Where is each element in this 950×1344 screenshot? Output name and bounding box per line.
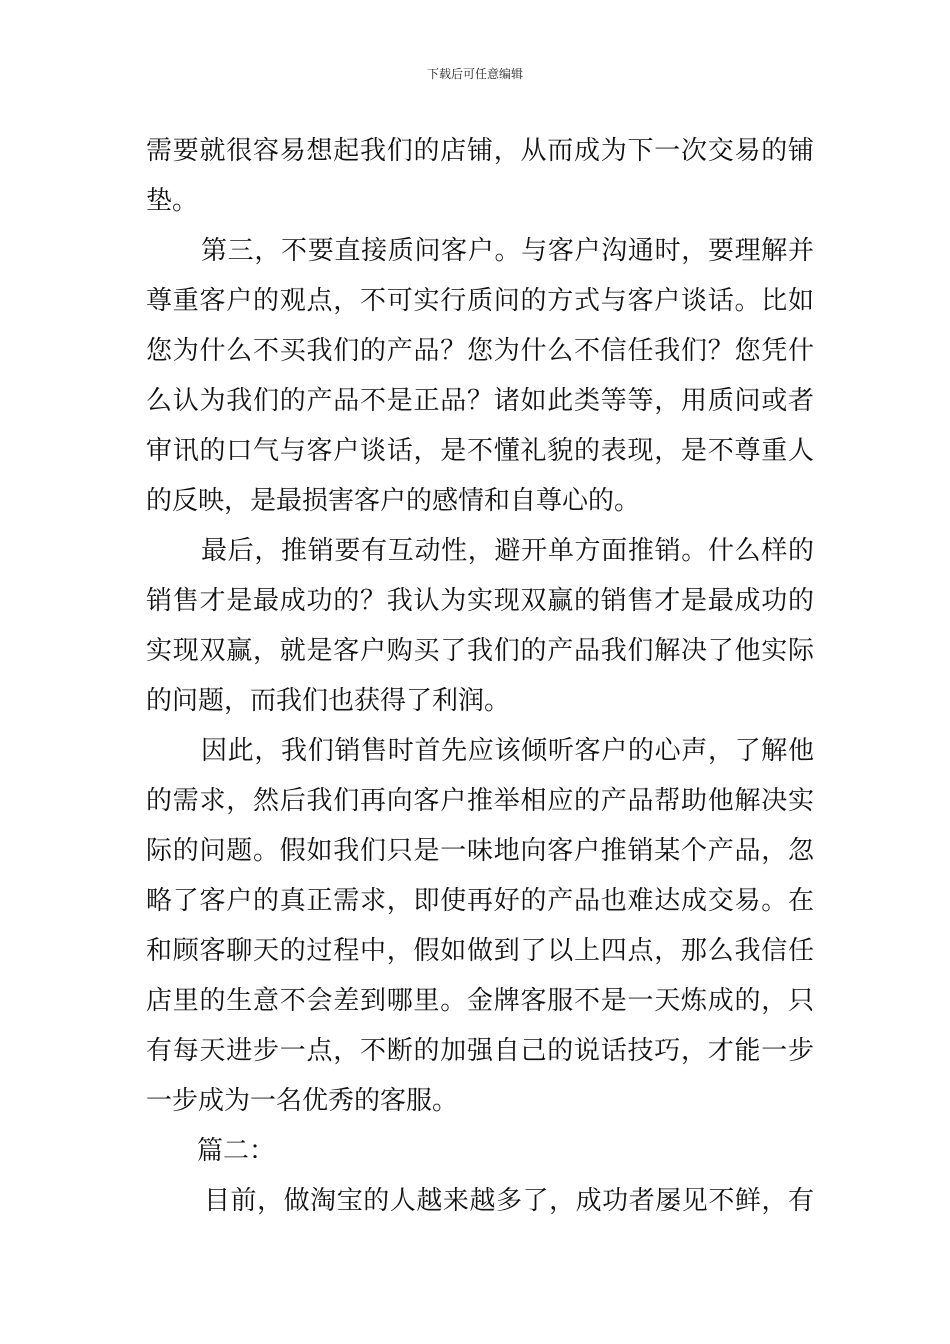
text-line: 销售才是最成功的？我认为实现双赢的销售才是最成功的: [146, 586, 814, 616]
text-line: 实现双赢，就是客户购买了我们的产品我们解决了他实际: [146, 636, 814, 666]
text-line: 垫。: [146, 186, 199, 216]
paragraph-start-line: 因此，我们销售时首先应该倾听客户的心声，了解他: [201, 736, 814, 766]
paragraph-start-line: 目前，做淘宝的人越来越多了，成功者屡见不鲜，有: [204, 1186, 814, 1216]
page-header: 下载后可任意编辑: [426, 67, 523, 81]
text-line: 您为什么不买我们的产品？您为什么不信任我们？您凭什: [146, 336, 814, 366]
text-line: 一步成为一名优秀的客服。: [146, 1086, 459, 1116]
text-line: 么认为我们的产品不是正品？诸如此类等等，用质问或者: [146, 386, 814, 416]
text-line: 的问题，而我们也获得了利润。: [146, 686, 511, 716]
text-line: 的需求，然后我们再向客户推举相应的产品帮助他解决实: [146, 786, 814, 816]
text-line: 际的问题。假如我们只是一味地向客户推销某个产品，忽: [146, 836, 814, 866]
text-line: 审讯的口气与客户谈话，是不懂礼貌的表现，是不尊重人: [146, 436, 814, 466]
text-line: 尊重客户的观点，不可实行质问的方式与客户谈话。比如: [146, 286, 814, 316]
paragraph-start-line: 最后，推销要有互动性，避开单方面推销。什么样的: [201, 536, 814, 566]
text-line: 略了客户的真正需求，即使再好的产品也难达成交易。在: [146, 886, 814, 916]
text-line: 的反映，是最损害客户的感情和自尊心的。: [146, 486, 641, 516]
document-body: [146, 126, 814, 1226]
text-line: 和顾客聊天的过程中，假如做到了以上四点，那么我信任: [146, 936, 814, 966]
section-heading: 篇二：: [197, 1136, 276, 1166]
text-line: 有每天进步一点，不断的加强自己的说话技巧，才能一步: [146, 1036, 814, 1066]
text-line: 店里的生意不会差到哪里。金牌客服不是一天炼成的，只: [146, 986, 814, 1016]
paragraph-start-line: 第三，不要直接质问客户。与客户沟通时，要理解并: [201, 236, 814, 266]
text-line: 需要就很容易想起我们的店铺，从而成为下一次交易的铺: [146, 136, 814, 166]
